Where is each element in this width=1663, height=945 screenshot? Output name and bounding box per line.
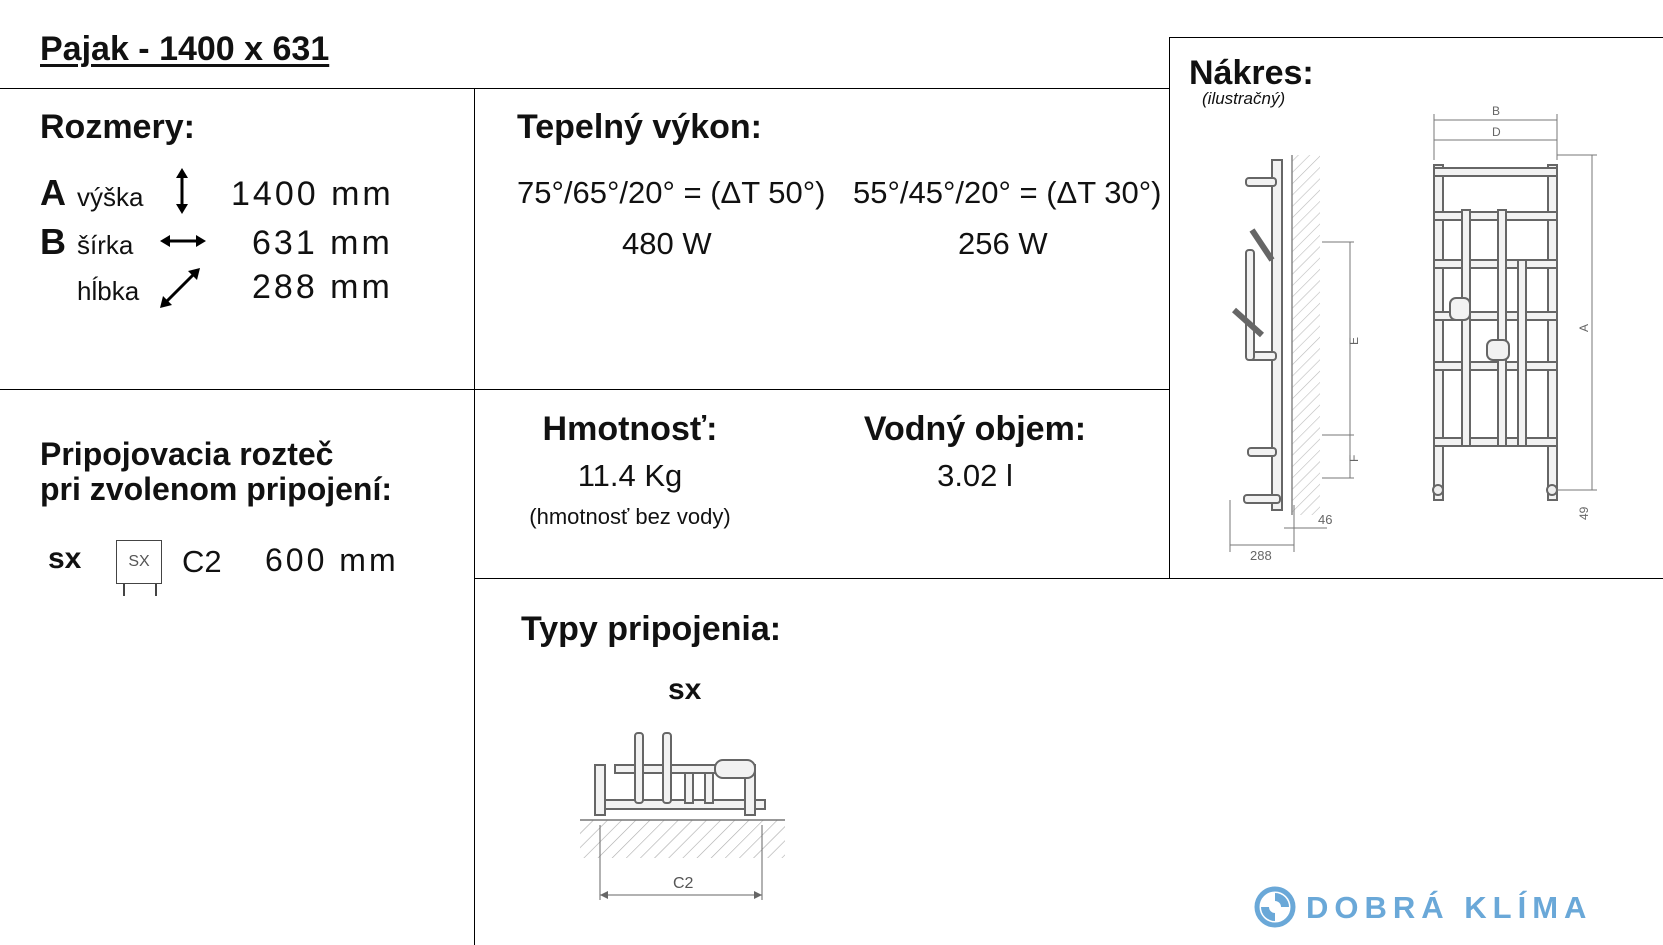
divider-col [474,88,475,945]
divider-middle [0,389,1170,390]
box-leg-left [123,584,125,596]
thermal-condition-2: 55°/45°/20° = (ΔT 30°) [853,175,1162,210]
water-heading: Vodný objem: [863,410,1087,448]
label-49: 49 [1577,506,1591,520]
thermal-power-2: 256 W [958,226,1048,261]
label-46: 46 [1318,512,1333,527]
divider-drawing-left [1169,37,1170,579]
radiator-technical-drawing [1172,100,1612,570]
dim-label-depth: hĺbka [77,276,140,306]
thermal-condition-1: 75°/65°/20° = (ΔT 50°) [517,175,826,210]
divider-lower [474,578,1663,579]
label-d: D [1492,125,1501,139]
dim-value-height: 1400 mm [231,175,394,213]
weight-heading: Hmotnosť: [542,410,718,448]
drawing-heading: Nákres: [1189,54,1314,92]
thermal-heading: Tepelný výkon: [517,108,762,146]
thermal-power-1: 480 W [622,226,712,261]
connection-box-icon [116,540,162,584]
connection-spacing-value: 600 mm [265,542,399,578]
dimensions-heading: Rozmery: [40,108,195,146]
diagram-label-c2: C2 [673,875,694,892]
label-f: F [1347,454,1361,462]
horizontal-arrow-icon [160,230,206,252]
brand-name: DOBRÁ KLÍMA [1306,890,1593,925]
divider-top [0,88,1170,89]
dim-value-depth: 288 mm [252,268,393,306]
dim-value-width: 631 mm [252,224,393,262]
connection-types-heading: Typy pripojenia: [521,610,782,648]
connection-spacing-heading-1: Pripojovacia rozteč [40,436,334,472]
connection-box-label: SX [128,553,150,570]
connection-spacing-heading-2: pri zvolenom pripojení: [40,471,393,507]
label-b: B [1492,104,1501,118]
box-leg-right [155,584,157,596]
dim-label-height: výška [77,182,144,212]
divider-drawing-top [1170,37,1663,38]
drawing-subheading: (ilustračný) [1202,89,1286,108]
page-title: Pajak - 1400 x 631 [40,30,330,68]
water-value: 3.02 l [937,458,1013,493]
brand-logo-icon [1253,885,1297,929]
diagonal-arrow-icon [160,268,200,308]
dim-letter-b: B [40,221,66,262]
connection-types-item-label: sx [668,673,702,706]
label-e: E [1347,336,1361,345]
weight-value: 11.4 Kg [577,458,683,493]
sx-connection-diagram [575,725,795,910]
connection-type-label: sx [48,542,82,575]
dim-letter-a: A [40,172,66,213]
connection-code: C2 [182,544,222,579]
vertical-arrow-icon [170,168,194,214]
weight-note: (hmotnosť bez vody) [529,504,731,529]
label-288: 288 [1250,548,1272,563]
label-a: A [1577,323,1591,332]
dim-label-width: šírka [77,230,134,260]
